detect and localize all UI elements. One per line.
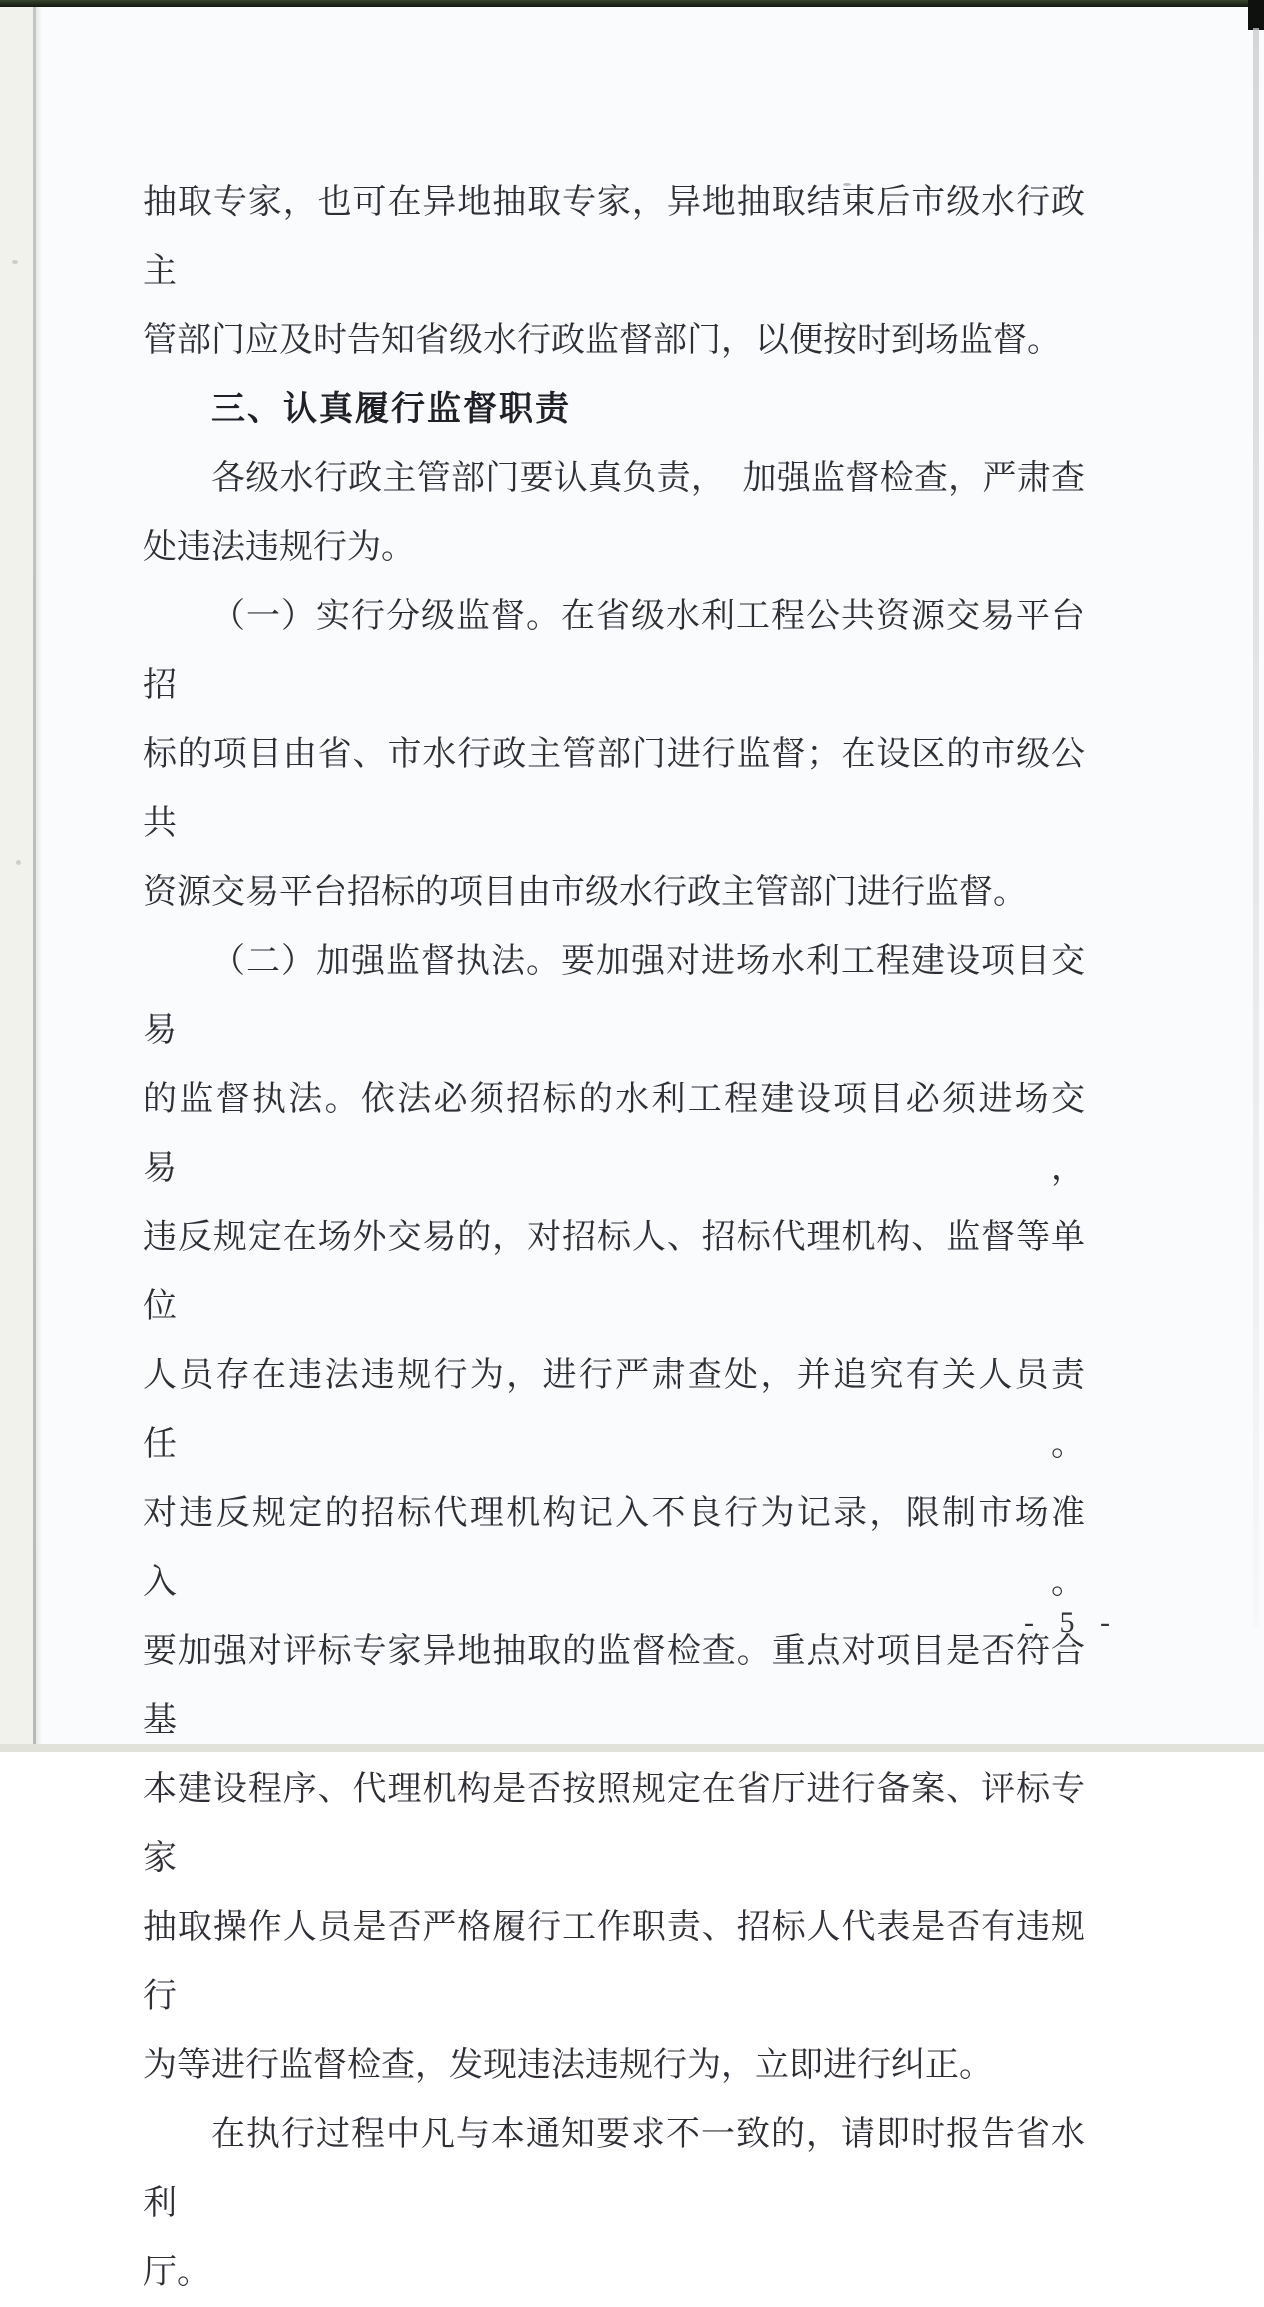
scan-right-edge <box>1253 28 1259 1628</box>
text-line: 违反规定在场外交易的，对招标人、招标代理机构、监督等单位 <box>143 1219 1085 1325</box>
text-line: 厅。 <box>143 2254 211 2291</box>
text-line: （二）加强监督执法。要加强对进场水利工程建设项目交易 <box>143 943 1085 1049</box>
text-line: 要加强对评标专家异地抽取的监督检查。重点对项目是否符合基 <box>143 1633 1085 1739</box>
scan-left-shadow <box>36 7 42 1744</box>
text-line: 本建设程序、代理机构是否按照规定在省厅进行备案、评标专家 <box>143 1771 1085 1877</box>
text-line: 处违法违规行为。 <box>143 529 415 566</box>
document-body <box>143 168 1085 2307</box>
text-line: 资源交易平台招标的项目由市级水行政主管部门进行监督。 <box>143 874 1027 911</box>
page-number: - 5 - <box>1024 1606 1119 1639</box>
text-line: 人员存在违法违规行为，进行严肃查处，并追究有关人员责任。 <box>143 1357 1085 1463</box>
text-line: 的监督执法。依法必须招标的水利工程建设项目必须进场交易， <box>143 1081 1085 1187</box>
section-heading: 三、认真履行监督职责 <box>211 390 571 428</box>
scan-speck <box>16 860 21 865</box>
text-line: 抽取操作人员是否严格履行工作职责、招标人代表是否有违规行 <box>143 1909 1085 2015</box>
text-line: 各级水行政主管部门要认真负责， 加强监督检查，严肃查 <box>211 460 1085 497</box>
text-line: 标的项目由省、市水行政主管部门进行监督；在设区的市级公共 <box>143 736 1085 842</box>
scan-top-right-corner <box>1248 0 1264 30</box>
scan-left-edge <box>33 7 36 1744</box>
text-line: 为等进行监督检查，发现违法违规行为，立即进行纠正。 <box>143 2047 993 2084</box>
text-line: 对违反规定的招标代理机构记入不良行为记录，限制市场准入。 <box>143 1495 1085 1601</box>
scan-speck <box>12 260 18 264</box>
text-line: 抽取专家，也可在异地抽取专家，异地抽取结束后市级水行政主 <box>143 184 1085 290</box>
text-line: （一）实行分级监督。在省级水利工程公共资源交易平台招 <box>143 598 1085 704</box>
scan-top-edge <box>0 0 1264 7</box>
text-line: 管部门应及时告知省级水行政监督部门，以便按时到场监督。 <box>143 322 1061 359</box>
text-line: 在执行过程中凡与本通知要求不一致的，请即时报告省水利 <box>143 2116 1085 2222</box>
